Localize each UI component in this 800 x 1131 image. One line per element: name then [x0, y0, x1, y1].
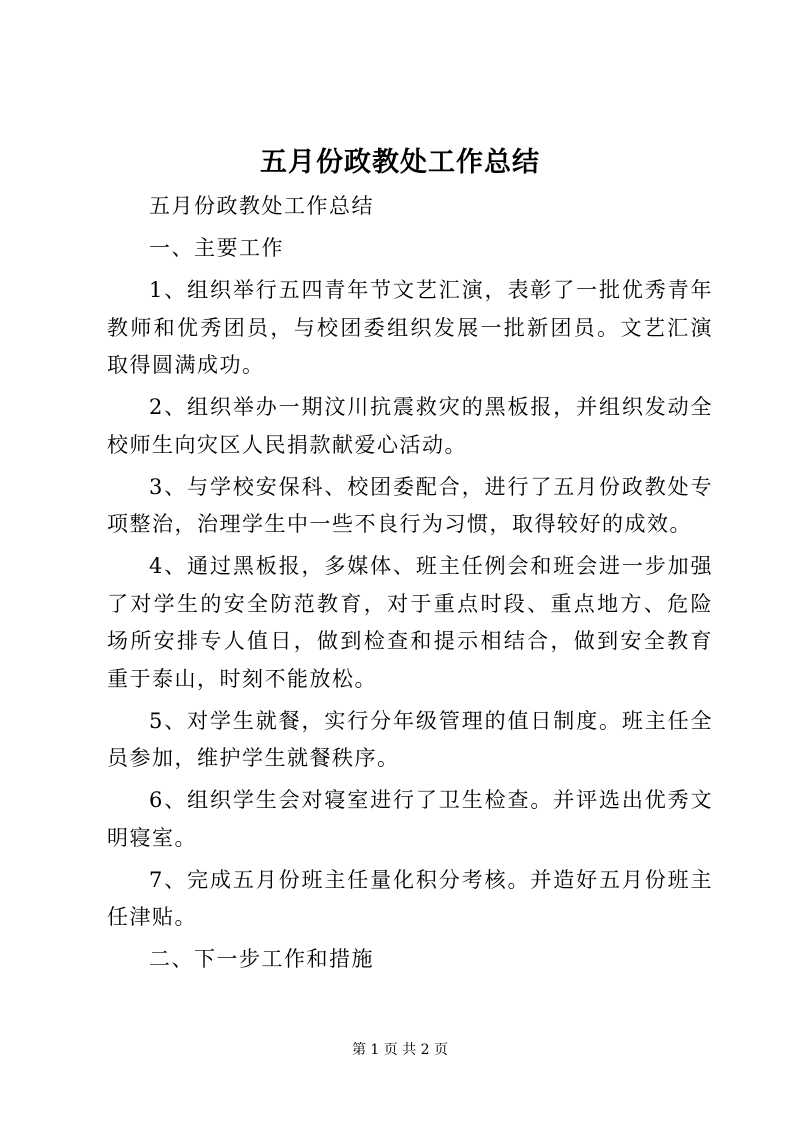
document-title: 五月份政教处工作总结 — [260, 147, 540, 178]
list-item-5: 5、对学生就餐，实行分年级管理的值日制度。班主任全员参加，维护学生就餐秩序。 — [107, 708, 713, 770]
list-item-7: 7、完成五月份班主任量化积分考核。并造好五月份班主任津贴。 — [107, 867, 713, 929]
list-item-1: 1、组织举行五四青年节文艺汇演，表彰了一批优秀青年教师和优秀团员，与校团委组织发展一批新团员。文艺汇演取得圆满成功。 — [107, 278, 713, 377]
list-item-6: 6、组织学生会对寝室进行了卫生检查。并评选出优秀文明寝室。 — [107, 788, 713, 850]
section-heading-next-steps: 二、下一步工作和措施 — [149, 947, 374, 971]
document-body — [107, 188, 713, 983]
list-item-3: 3、与学校安保科、校团委配合，进行了五月份政教处专项整治，治理学生中一些不良行为习惯，取得较好的成效。 — [107, 474, 713, 536]
list-item-2: 2、组织举办一期汶川抗震救灾的黑板报，并组织发动全校师生向灾区人民捐款献爱心活动。 — [107, 395, 713, 457]
page-number-label: 第 1 页 共 2 页 — [351, 1042, 449, 1058]
list-item-4: 4、通过黑板报，多媒体、班主任例会和班会进一步加强了对学生的安全防范教育，对于重点时段、重点地方、危险场所安排专人值日，做到检查和提示相结合，做到安全教育重于泰山，时刻不能放松。 — [107, 554, 713, 691]
section-heading-main-work: 一、主要工作 — [149, 236, 284, 260]
paragraph-subtitle: 五月份政教处工作总结 — [149, 194, 374, 218]
page-footer — [0, 1040, 800, 1060]
